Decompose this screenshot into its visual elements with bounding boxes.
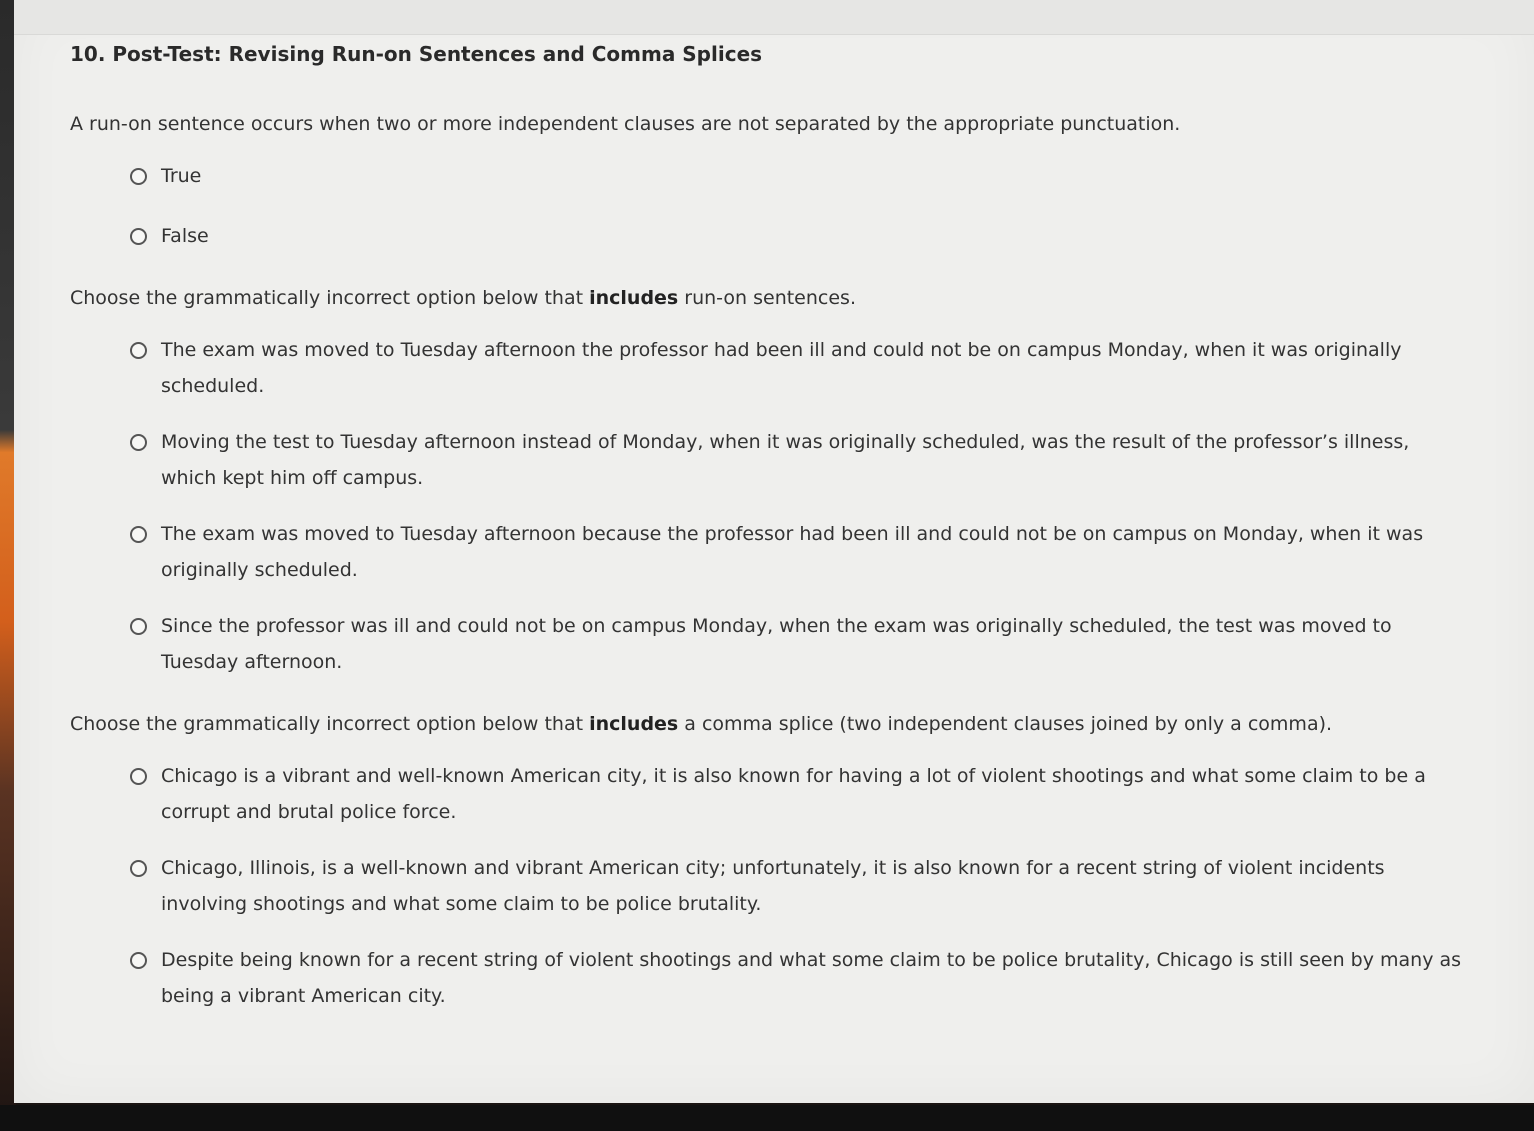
question-3 <box>70 710 1510 1014</box>
q2-option-2[interactable] <box>130 430 1510 496</box>
radio-button[interactable] <box>130 618 147 635</box>
q3-option-2[interactable] <box>130 856 1510 922</box>
q2-option-4[interactable] <box>130 614 1510 680</box>
monitor-bezel-bottom <box>0 1105 1534 1131</box>
quiz-content <box>70 38 1510 1040</box>
q1-option-false[interactable] <box>130 224 1510 254</box>
option-label: False <box>161 225 209 247</box>
q2-option-1[interactable] <box>130 338 1510 404</box>
option-label: True <box>161 165 202 187</box>
radio-button[interactable] <box>130 860 147 877</box>
q1-option-true[interactable] <box>130 164 1510 194</box>
option-label: Since the professor was ill and could not be on campus Monday, when the exam was originally scheduled, the test was moved to Tuesday afternoon. <box>161 615 1392 673</box>
q3-option-3[interactable] <box>130 948 1510 1014</box>
page-title: 10. Post-Test: Revising Run-on Sentences and Comma Splices <box>70 42 763 66</box>
radio-button[interactable] <box>130 768 147 785</box>
question-1 <box>70 110 1510 254</box>
radio-button[interactable] <box>130 434 147 451</box>
question-3-options <box>70 764 1510 1014</box>
option-label: The exam was moved to Tuesday afternoon the professor had been ill and could not be on campus Monday, when it was originally scheduled. <box>161 339 1402 397</box>
question-2-options <box>70 338 1510 680</box>
question-1-text: A run-on sentence occurs when two or more independent clauses are not separated by the appropriate punctuation. <box>70 113 1181 135</box>
question-3-text-end: a comma splice (two independent clauses joined by only a comma). <box>678 713 1333 735</box>
option-label: Chicago, Illinois, is a well-known and vibrant American city; unfortunately, it is also known for a recent string of violent incidents involving shootings and what some claim to be police brutality. <box>161 857 1385 915</box>
top-strip <box>14 0 1534 35</box>
quiz-page <box>14 0 1534 1103</box>
q2-option-3[interactable] <box>130 522 1510 588</box>
option-label: Moving the test to Tuesday afternoon instead of Monday, when it was originally scheduled, was the result of the professor’s illness, which kept him off campus. <box>161 431 1410 489</box>
question-2-text-end: run-on sentences. <box>678 287 856 309</box>
question-2-text-start: Choose the grammatically incorrect option below that <box>70 287 590 309</box>
radio-button[interactable] <box>130 168 147 185</box>
option-label: Chicago is a vibrant and well-known American city, it is also known for having a lot of violent shootings and what some claim to be a corrupt and brutal police force. <box>161 765 1426 823</box>
question-3-emphasis: includes <box>589 713 679 735</box>
question-2 <box>70 284 1510 680</box>
radio-button[interactable] <box>130 228 147 245</box>
radio-button[interactable] <box>130 342 147 359</box>
question-1-options <box>70 164 1510 254</box>
question-2-emphasis: includes <box>589 287 679 309</box>
q3-option-1[interactable] <box>130 764 1510 830</box>
radio-button[interactable] <box>130 952 147 969</box>
question-2-text <box>70 284 1510 312</box>
option-label: Despite being known for a recent string of violent shootings and what some claim to be police brutality, Chicago is still seen by many as being a vibrant American city. <box>161 949 1462 1007</box>
option-label: The exam was moved to Tuesday afternoon because the professor had been ill and could not be on campus on Monday, when it was originally scheduled. <box>161 523 1424 581</box>
question-3-text <box>70 710 1510 738</box>
radio-button[interactable] <box>130 526 147 543</box>
question-3-text-start: Choose the grammatically incorrect option below that <box>70 713 590 735</box>
